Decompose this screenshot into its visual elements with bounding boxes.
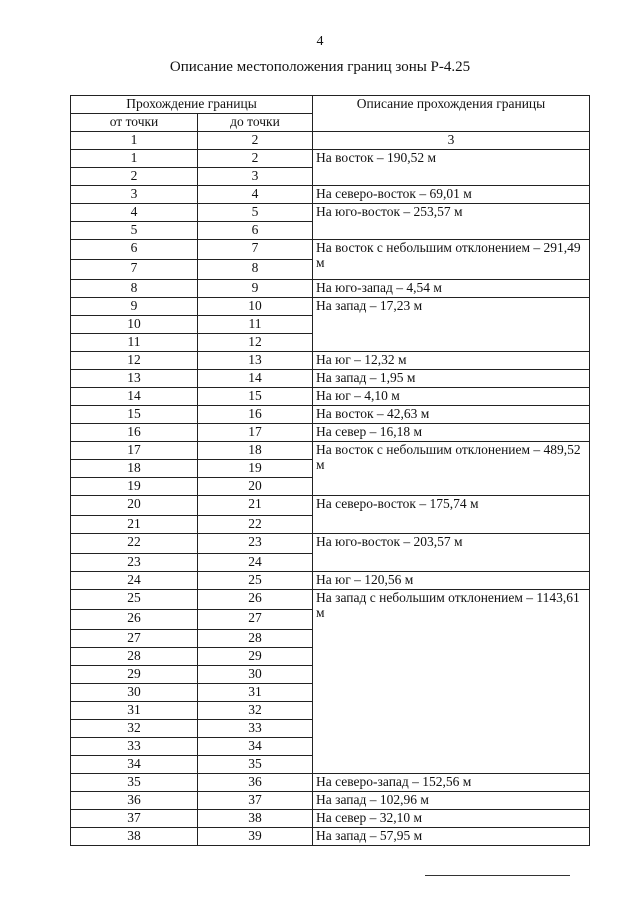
description-cell: На северо-восток – 69,01 м — [313, 186, 590, 204]
table-row — [71, 810, 590, 828]
to-point-cell: 24 — [198, 554, 313, 572]
from-point-cell: 8 — [71, 280, 198, 298]
to-point-cell: 6 — [198, 222, 313, 240]
page-number: 4 — [316, 34, 324, 49]
to-point-cell: 16 — [198, 406, 313, 424]
to-point-cell: 12 — [198, 334, 313, 352]
from-point-cell: 36 — [71, 792, 198, 810]
header-description: Описание прохождения границы — [313, 96, 590, 132]
to-point-cell: 18 — [198, 442, 313, 460]
description-cell: На восток – 190,52 м — [313, 150, 590, 186]
to-point-cell: 30 — [198, 666, 313, 684]
boundary-table-body — [71, 96, 590, 846]
table-row — [71, 828, 590, 846]
from-point-cell: 11 — [71, 334, 198, 352]
to-point-cell: 33 — [198, 720, 313, 738]
from-point-cell: 7 — [71, 260, 198, 280]
table-row — [71, 534, 590, 554]
header-passage: Прохождение границы — [71, 96, 313, 114]
description-cell: На юго-восток – 253,57 м — [313, 204, 590, 240]
from-point-cell: 25 — [71, 590, 198, 610]
from-point-cell: 35 — [71, 774, 198, 792]
from-point-cell: 29 — [71, 666, 198, 684]
header-to-point: до точки — [198, 114, 313, 132]
from-point-cell: 16 — [71, 424, 198, 442]
description-cell: На запад – 57,95 м — [313, 828, 590, 846]
description-cell: На запад с небольшим отклонением – 1143,61 м — [313, 590, 590, 774]
to-point-cell: 36 — [198, 774, 313, 792]
table-row — [71, 572, 590, 590]
from-point-cell: 26 — [71, 610, 198, 630]
description-cell: На юг – 4,10 м — [313, 388, 590, 406]
to-point-cell: 7 — [198, 240, 313, 260]
to-point-cell: 2 — [198, 150, 313, 168]
to-point-cell: 28 — [198, 630, 313, 648]
to-point-cell: 32 — [198, 702, 313, 720]
to-point-cell: 22 — [198, 516, 313, 534]
from-point-cell: 14 — [71, 388, 198, 406]
to-point-cell: 19 — [198, 460, 313, 478]
from-point-cell: 22 — [71, 534, 198, 554]
to-point-cell: 9 — [198, 280, 313, 298]
boundary-table — [70, 95, 590, 846]
to-point-cell: 34 — [198, 738, 313, 756]
header-row — [71, 96, 590, 114]
from-point-cell: 28 — [71, 648, 198, 666]
from-point-cell: 18 — [71, 460, 198, 478]
to-point-cell: 8 — [198, 260, 313, 280]
from-point-cell: 32 — [71, 720, 198, 738]
to-point-cell: 10 — [198, 298, 313, 316]
description-cell: На запад – 102,96 м — [313, 792, 590, 810]
to-point-cell: 31 — [198, 684, 313, 702]
to-point-cell: 15 — [198, 388, 313, 406]
from-point-cell: 31 — [71, 702, 198, 720]
to-point-cell: 4 — [198, 186, 313, 204]
from-point-cell: 30 — [71, 684, 198, 702]
from-point-cell: 33 — [71, 738, 198, 756]
from-point-cell: 10 — [71, 316, 198, 334]
from-point-cell: 38 — [71, 828, 198, 846]
from-point-cell: 3 — [71, 186, 198, 204]
table-row — [71, 370, 590, 388]
table-row — [71, 298, 590, 316]
to-point-cell: 23 — [198, 534, 313, 554]
description-cell: На север – 32,10 м — [313, 810, 590, 828]
description-cell: На юг – 12,32 м — [313, 352, 590, 370]
to-point-cell: 14 — [198, 370, 313, 388]
table-row — [71, 496, 590, 516]
table-row — [71, 406, 590, 424]
description-cell: На восток – 42,63 м — [313, 406, 590, 424]
table-row — [71, 424, 590, 442]
to-point-cell: 3 — [198, 168, 313, 186]
to-point-cell: 11 — [198, 316, 313, 334]
column-number: 3 — [313, 132, 590, 150]
column-numbering-row — [71, 132, 590, 150]
from-point-cell: 9 — [71, 298, 198, 316]
from-point-cell: 23 — [71, 554, 198, 572]
from-point-cell: 4 — [71, 204, 198, 222]
to-point-cell: 35 — [198, 756, 313, 774]
description-cell: На северо-запад – 152,56 м — [313, 774, 590, 792]
table-row — [71, 240, 590, 260]
table-row — [71, 352, 590, 370]
table-row — [71, 150, 590, 168]
to-point-cell: 37 — [198, 792, 313, 810]
description-cell: На северо-восток – 175,74 м — [313, 496, 590, 534]
from-point-cell: 21 — [71, 516, 198, 534]
description-cell: На юго-запад – 4,54 м — [313, 280, 590, 298]
description-cell: На юго-восток – 203,57 м — [313, 534, 590, 572]
table-row — [71, 204, 590, 222]
to-point-cell: 13 — [198, 352, 313, 370]
from-point-cell: 17 — [71, 442, 198, 460]
table-row — [71, 774, 590, 792]
from-point-cell: 15 — [71, 406, 198, 424]
header-from-point: от точки — [71, 114, 198, 132]
table-row — [71, 792, 590, 810]
description-cell: На юг – 120,56 м — [313, 572, 590, 590]
to-point-cell: 21 — [198, 496, 313, 516]
description-cell: На запад – 1,95 м — [313, 370, 590, 388]
to-point-cell: 17 — [198, 424, 313, 442]
from-point-cell: 6 — [71, 240, 198, 260]
table-row — [71, 186, 590, 204]
to-point-cell: 20 — [198, 478, 313, 496]
table-row — [71, 280, 590, 298]
from-point-cell: 34 — [71, 756, 198, 774]
from-point-cell: 1 — [71, 150, 198, 168]
table-row — [71, 442, 590, 460]
table-row — [71, 388, 590, 406]
from-point-cell: 12 — [71, 352, 198, 370]
from-point-cell: 20 — [71, 496, 198, 516]
from-point-cell: 19 — [71, 478, 198, 496]
table-row — [71, 590, 590, 610]
from-point-cell: 5 — [71, 222, 198, 240]
to-point-cell: 5 — [198, 204, 313, 222]
description-cell: На восток с небольшим отклонением – 291,49 м — [313, 240, 590, 280]
document-title: Описание местоположения границ зоны Р-4.25 — [169, 59, 471, 75]
to-point-cell: 29 — [198, 648, 313, 666]
to-point-cell: 39 — [198, 828, 313, 846]
from-point-cell: 24 — [71, 572, 198, 590]
from-point-cell: 27 — [71, 630, 198, 648]
description-cell: На запад – 17,23 м — [313, 298, 590, 352]
column-number: 1 — [71, 132, 198, 150]
from-point-cell: 13 — [71, 370, 198, 388]
description-cell: На восток с небольшим отклонением – 489,52 м — [313, 442, 590, 496]
from-point-cell: 2 — [71, 168, 198, 186]
to-point-cell: 38 — [198, 810, 313, 828]
to-point-cell: 25 — [198, 572, 313, 590]
from-point-cell: 37 — [71, 810, 198, 828]
description-cell: На север – 16,18 м — [313, 424, 590, 442]
to-point-cell: 26 — [198, 590, 313, 610]
column-number: 2 — [198, 132, 313, 150]
to-point-cell: 27 — [198, 610, 313, 630]
footer-rule — [425, 875, 570, 876]
